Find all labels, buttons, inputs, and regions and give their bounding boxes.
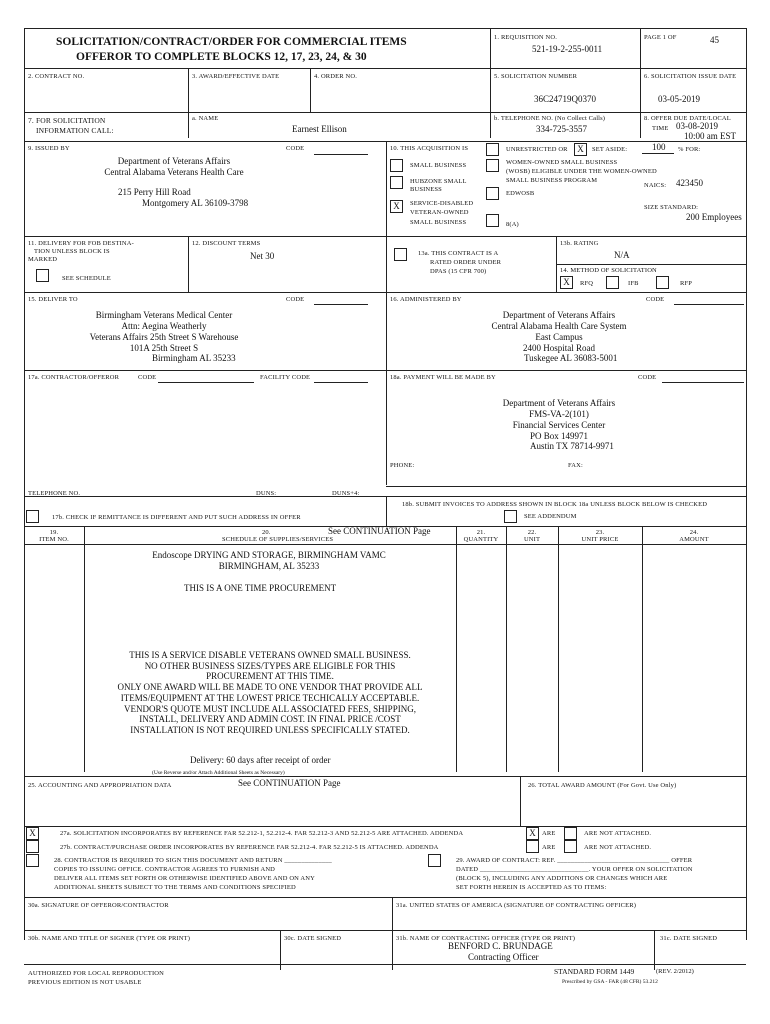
sdvosb-label2: VETERAN-OWNED [410,209,469,216]
due-time-value: 10:00 am EST [684,131,736,141]
notice-line4: ONLY ONE AWARD WILL BE MADE TO ONE VENDOR THAT PROVIDE ALL [117,682,423,693]
wosb-label3: SMALL BUSINESS PROGRAM [506,177,598,184]
small-business-label: SMALL BUSINESS [410,162,467,169]
clause27a-are-label: ARE [542,830,556,837]
accounting-value: See CONTINUATION Page [238,778,341,788]
clause28-line2: COPIES TO ISSUING OFFICE. CONTRACTOR AGREES TO FURNISH AND [54,866,276,873]
see-addendum-label: SEE ADDENDUM [524,513,577,520]
rule [746,28,747,940]
issue-date-value: 03-05-2019 [658,94,700,104]
issued-by-label: 9. ISSUED BY [28,145,70,152]
remittance-checkbox[interactable] [26,510,39,523]
deliver-to-line2: Attn: Aegina Weatherly [121,321,207,331]
block11-label2: TION UNLESS BLOCK IS [34,248,110,255]
phone-label: PHONE: [390,462,415,469]
notice-line1: THIS IS A SERVICE DISABLE VETERANS OWNED SMALL BUSINESS. [129,650,411,660]
notice-line8: INSTALLATION IS NOT REQUIRED UNLESS SPECIFICALLY STATED. [130,724,410,735]
set-aside-checkbox[interactable]: X [574,143,587,156]
clause27a-text: 27a. SOLICITATION INCORPORATES BY REFERENCE FAR 52.212-1, 52.212-4. FAR 52.212-3 AND 52.212-5 ARE ATTACHED. ADDENDA [60,830,464,837]
clause27a-are-checkbox[interactable]: X [526,827,539,840]
contractor-code-label: CODE [138,374,157,381]
see-addendum-checkbox[interactable] [504,510,517,523]
rfp-checkbox[interactable] [656,276,669,289]
naics-value: 423450 [676,178,703,188]
issued-by-line2: Central Alabama Veterans Health Care [104,167,244,177]
form-subtitle: OFFEROR TO COMPLETE BLOCKS 12, 17, 23, 24, & 30 [76,51,367,63]
payment-line3: Financial Services Center [512,420,606,430]
sf1449-form [24,28,746,986]
signer-name-label: 30b. NAME AND TITLE OF SIGNER (TYPE OR PRINT) [28,935,191,942]
payment-code-label: CODE [638,374,657,381]
item-description-line2: BIRMINGHAM, AL 35233 [218,561,320,571]
solicitation-no-label: 5. SOLICITATION NUMBER [494,73,578,80]
sdvosb-checkbox[interactable]: X [390,200,403,213]
name-label: a. NAME [192,115,219,122]
discount-value: Net 30 [250,251,275,261]
deliver-to-line4: 101A 25th Street S [129,343,199,353]
issued-by-line1: Department of Veterans Affairs [117,156,231,166]
eight-a-checkbox[interactable] [486,214,499,227]
unrestricted-checkbox[interactable] [486,143,499,156]
administered-by-label: 16. ADMINISTERED BY [390,296,462,303]
payment-line4: PO Box 149971 [529,431,588,441]
clause29-line1: 29. AWARD OF CONTRACT: REF. _________________________________ OFFER [456,857,693,864]
edwosb-label: EDWOSB [506,190,535,197]
block11-label1: 11. DELIVERY FOR FOB DESTINA- [28,240,134,247]
clause28-checkbox[interactable] [26,854,39,867]
deliver-to-line3: Veterans Affairs 25th Street S Warehouse [89,332,239,342]
notice-line2: NO OTHER BUSINESS SIZES/TYPES ARE ELIGIBLE FOR THIS [144,660,396,671]
col22-header: UNIT [523,536,541,543]
footer-prescribed: Prescribed by GSA - FAR (48 CFR) 53.212 [562,979,658,985]
sdvosb-label3: SMALL BUSINESS [410,219,467,226]
issued-by-line4: Montgomery AL 36109-3798 [142,198,249,208]
payment-line5: Austin TX 78714-9971 [530,441,614,451]
sdvosb-label1: SERVICE-DISABLED [410,200,474,207]
clause27b-are-label: ARE [542,844,556,851]
requisition-label: 1. REQUISITION NO. [494,34,557,41]
see-schedule-label: SEE SCHEDULE [62,275,111,282]
clause27a-checkbox[interactable]: X [26,827,39,840]
rated-label3: DPAS (15 CFR 700) [430,268,487,275]
offeror-date-signed-label: 30c. DATE SIGNED [284,935,342,942]
officer-date-signed-label: 31c. DATE SIGNED [660,935,718,942]
notice-line3: PROCUREMENT AT THIS TIME. [206,671,334,682]
contractor-label: 17a. CONTRACTOR/OFFEROR [28,374,120,381]
eight-a-label: 8(A) [506,221,519,228]
administered-by-line2: Central Alabama Health Care System [491,321,627,331]
administered-by-line1: Department of Veterans Affairs [502,310,616,320]
officer-name-value: BENFORD C. BRUNDAGE [448,941,553,951]
submit-invoices-label: 18b. SUBMIT INVOICES TO ADDRESS SHOWN IN BLOCK 18a UNLESS BLOCK BELOW IS CHECKED [402,501,708,508]
schedule-see-continuation: See CONTINUATION Page [328,526,431,536]
clause28-line3: DELIVER ALL ITEMS SET FORTH OR OTHERWISE IDENTIFIED ABOVE AND ON ANY [54,875,315,882]
one-time-procurement: THIS IS A ONE TIME PROCUREMENT [184,583,337,593]
deliver-to-line1: Birmingham Veterans Medical Center [95,310,233,320]
footer-form-name: STANDARD FORM 1449 [554,967,635,976]
col19-header: ITEM NO. [39,536,69,543]
clause27b-are-checkbox[interactable] [526,840,539,853]
deliver-to-label: 15. DELIVER TO [28,296,78,303]
hubzone-checkbox[interactable] [390,176,403,189]
col19-number: 19. [49,529,59,536]
rating-value: N/A [614,250,630,260]
deliver-to-line5: Birmingham AL 35233 [152,353,236,363]
accounting-label: 25. ACCOUNTING AND APPROPRIATION DATA [28,782,172,789]
rule [24,28,746,29]
due-date-value: 03-08-2019 [676,121,718,131]
notice-line5: ITEMS/EQUIPMENT AT THE LOWEST PRICE TECHICALLY ACCEPTABLE. [120,692,420,703]
size-standard-label: SIZE STANDARD: [644,204,699,211]
notice-line6: VENDOR'S QUOTE MUST INCLUDE ALL ASSOCIATED FEES, SHIPPING, [124,703,416,714]
wosb-label2: (WOSB) ELIGIBLE UNDER THE WOMEN-OWNED [506,168,657,175]
rfq-label: RFQ [580,280,594,287]
information-call-label: INFORMATION CALL: [36,126,114,135]
ifb-label: IFB [628,280,639,287]
col21-number: 21. [476,529,486,536]
rated-label2: RATED ORDER UNDER [430,259,502,266]
administered-by-line5: Tuskegee AL 36083-5001 [524,353,618,363]
facility-code-label: FACILITY CODE [260,374,311,381]
col23-header: UNIT PRICE [581,536,619,543]
clause29-checkbox[interactable] [428,854,441,867]
rated-label1: 13a. THIS CONTRACT IS A [418,250,499,257]
reverse-note: (Use Reverse and/or Attach Additional Sheets as Necessary) [152,770,285,776]
solicitation-no-value: 36C24719Q0370 [534,94,597,104]
issued-by-code-label: CODE [286,145,305,152]
hubzone-label1: HUBZONE SMALL [410,178,467,185]
issue-date-label: 6. SOLICITATION ISSUE DATE [644,73,737,80]
block11-label3: MARKED [28,256,58,263]
remittance-label: 17b. CHECK IF REMITTANCE IS DIFFERENT AND PUT SUCH ADDRESS IN OFFER [52,514,301,521]
page-label: PAGE 1 OF [644,34,677,41]
officer-name-label: 31b. NAME OF CONTRACTING OFFICER (TYPE OR PRINT) [396,935,576,942]
issued-by-line3: 215 Perry Hill Road [118,187,191,197]
hubzone-label2: BUSINESS [410,186,442,193]
for-solicitation-label: 7. FOR SOLICITATION [28,116,106,125]
acquisition-label: 10. THIS ACQUISITION IS [390,145,469,152]
rfq-checkbox[interactable]: X [560,276,573,289]
col21-header: QUANTITY [463,536,499,543]
payment-label: 18a. PAYMENT WILL BE MADE BY [390,374,496,381]
signature-offeror-label: 30a. SIGNATURE OF OFFEROR/CONTRACTOR [28,902,169,909]
naics-label: NAICS: [644,182,667,189]
clause28-line4: ADDITIONAL SHEETS SUBJECT TO THE TERMS AND CONDITIONS SPECIFIED [54,884,296,891]
wosb-label1: WOMEN-OWNED SMALL BUSINESS [506,159,618,166]
ifb-checkbox[interactable] [606,276,619,289]
due-date-label: 8. OFFER DUE DATE/LOCAL [644,115,731,122]
telephone-label: b. TELEPHONE NO. (No Collect Calls) [494,115,606,122]
payment-line1: Department of Veterans Affairs [502,398,616,408]
telephone-value: 334-725-3557 [536,124,587,134]
unrestricted-label: UNRESTRICTED OR [506,146,568,153]
col20-header: SCHEDULE OF SUPPLIES/SERVICES [222,536,334,543]
administered-by-line4: 2400 Hospital Road [523,343,595,353]
payment-line2: FMS-VA-2(101) [529,409,589,419]
footer-previous-edition: PREVIOUS EDITION IS NOT USABLE [28,979,142,986]
item-description-line1: Endoscope DRYING AND STORAGE, BIRMINGHAM VAMC [152,550,386,560]
award-date-label: 3. AWARD/EFFECTIVE DATE [192,73,280,80]
col22-number: 22. [527,529,537,536]
clause28-line1: 28. CONTRACTOR IS REQUIRED TO SIGN THIS DOCUMENT AND RETURN ______________ [54,857,332,864]
discount-label: 12. DISCOUNT TERMS [192,240,261,247]
rule [24,28,25,940]
footer-reproduction: AUTHORIZED FOR LOCAL REPRODUCTION [28,970,164,977]
rated-order-checkbox[interactable] [394,248,407,261]
clause27b-text: 27b. CONTRACT/PURCHASE ORDER INCORPORATES BY REFERENCE FAR 52.212-4. FAR 52.212-5 IS ATTACHED. ADDENDA [60,844,439,851]
clause29-line2: DATED ________________________________. YOUR OFFER ON SOLICITATION [456,866,693,873]
clause27b-checkbox[interactable] [26,840,39,853]
notice-line7: INSTALL, DELIVERY AND ADMIN COST. IN FINAL PRICE /COST [139,714,401,725]
officer-title-value: Contracting Officer [468,952,539,962]
order-no-label: 4. ORDER NO. [314,73,357,80]
duns-label: DUNS: [256,490,277,497]
deliver-to-code-label: CODE [286,296,305,303]
size-standard-value: 200 Employees [686,212,742,222]
total-award-label: 26. TOTAL AWARD AMOUNT (For Govt. Use Only) [528,782,677,789]
see-schedule-checkbox[interactable] [36,269,49,282]
clause29-line4: SET FORTH HEREIN IS ACCEPTED AS TO ITEMS: [456,884,607,891]
administered-by-line3: East Campus [535,332,583,342]
col23-number: 23. [595,529,605,536]
due-time-label: TIME [652,125,669,132]
name-value: Earnest Ellison [292,124,347,134]
delivery-terms: Delivery: 60 days after receipt of order [190,755,331,765]
contract-no-label: 2. CONTRACT NO. [28,73,85,80]
administered-by-code-label: CODE [646,296,665,303]
set-aside-label: SET ASIDE: [592,146,628,153]
set-aside-pct: 100 [652,142,666,152]
edwosb-checkbox[interactable] [486,187,499,200]
clause27b-are-not-label: ARE NOT ATTACHED. [584,844,652,851]
rating-label: 13b. RATING [560,240,599,247]
page-total: 45 [710,35,719,45]
clause29-line3: (BLOCK 5), INCLUDING ANY ADDITIONS OR CHANGES WHICH ARE [456,875,668,882]
method-label: 14. METHOD OF SOLICITATION [560,267,657,274]
small-business-checkbox[interactable] [390,159,403,172]
contractor-telephone-label: TELEPHONE NO. [28,490,81,497]
footer-revision: (REV. 2/2012) [656,968,694,975]
duns4-label: DUNS+4: [332,490,360,497]
pct-for-label: % FOR: [678,146,701,153]
form-title: SOLICITATION/CONTRACT/ORDER FOR COMMERCIAL ITEMS [56,36,407,48]
fax-label: FAX: [568,462,583,469]
clause27a-are-not-checkbox[interactable] [564,827,577,840]
wosb-checkbox[interactable] [486,159,499,172]
col20-number: 20. [262,529,271,536]
signature-officer-label: 31a. UNITED STATES OF AMERICA (SIGNATURE OF CONTRACTING OFFICER) [396,902,637,909]
requisition-value: 521-19-2-255-0011 [532,44,603,54]
col24-header: AMOUNT [679,536,709,543]
col24-number: 24. [689,529,699,536]
clause27b-are-not-checkbox[interactable] [564,840,577,853]
clause27a-are-not-label: ARE NOT ATTACHED. [584,830,652,837]
rfp-label: RFP [680,280,693,287]
